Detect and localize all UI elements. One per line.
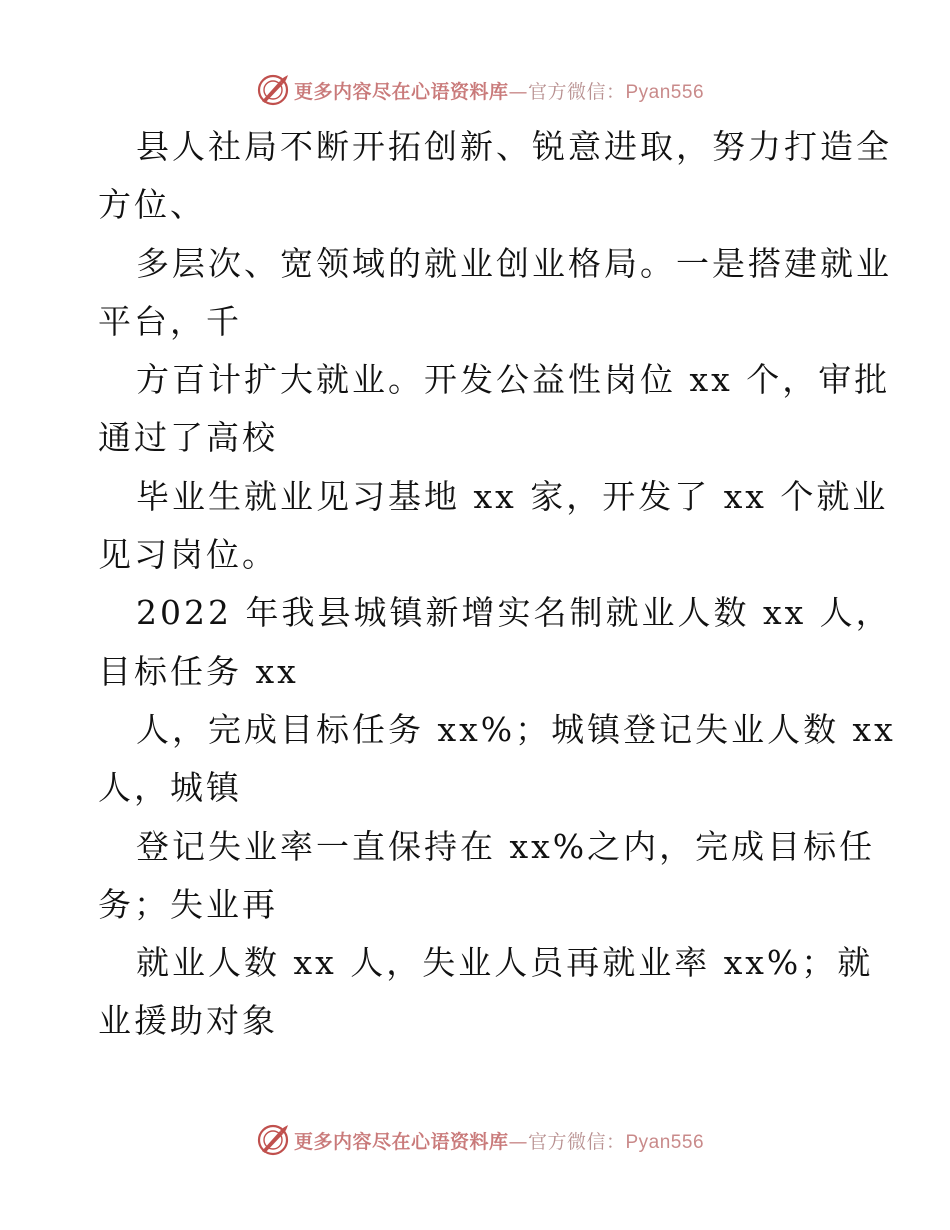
text-line: 人，完成目标任务 xx%；城镇登记失业人数 xx [136, 709, 896, 749]
text-line: 登记失业率一直保持在 xx%之内，完成目标任 [136, 826, 876, 866]
footer-dash: — [508, 1130, 528, 1153]
text-line: 目标任务 xx [98, 651, 299, 691]
text-line: 方百计扩大就业。开发公益性岗位 xx 个，审批 [136, 360, 891, 400]
text-line: 2022 年我县城镇新增实名制就业人数 xx 人， [136, 593, 892, 633]
text-line: 县人社局不断开拓创新、锐意进取，努力打造全 [136, 127, 892, 166]
header-banner-content [256, 73, 704, 107]
text-line: 见习岗位。 [98, 535, 278, 575]
text-line: 业援助对象 [98, 1001, 278, 1041]
footer-brand-text: 更多内容尽在心语资料库 [293, 1130, 509, 1153]
header-wechat-label: 官方微信： [527, 80, 626, 103]
text-line: 平台，千 [98, 301, 242, 341]
body-text [0, 118, 950, 1051]
header-dash: — [508, 80, 528, 103]
header-brand-text: 更多内容尽在心语资料库 [293, 80, 509, 103]
footer-wechat-label: 官方微信： [527, 1130, 626, 1153]
text-line: 多层次、宽领域的就业创业格局。一是搭建就业 [136, 243, 892, 283]
quill-logo-icon [256, 1123, 290, 1157]
header-banner-text [294, 77, 704, 104]
header-banner [0, 70, 950, 110]
footer-banner-text [294, 1127, 704, 1154]
text-line: 毕业生就业见习基地 xx 家，开发了 xx 个就业 [136, 476, 889, 516]
footer-banner-content [256, 1123, 704, 1157]
footer-wechat-id: Pyan556 [625, 1131, 705, 1153]
quill-logo-icon [256, 73, 290, 107]
footer-banner [0, 1120, 950, 1160]
text-line: 务；失业再 [98, 884, 278, 924]
text-line: 通过了高校 [98, 418, 278, 458]
text-line: 方位、 [98, 185, 206, 225]
text-line: 就业人数 xx 人，失业人员再就业率 xx%；就 [136, 943, 874, 983]
header-wechat-id: Pyan556 [625, 81, 705, 103]
text-line: 人，城镇 [98, 768, 242, 808]
